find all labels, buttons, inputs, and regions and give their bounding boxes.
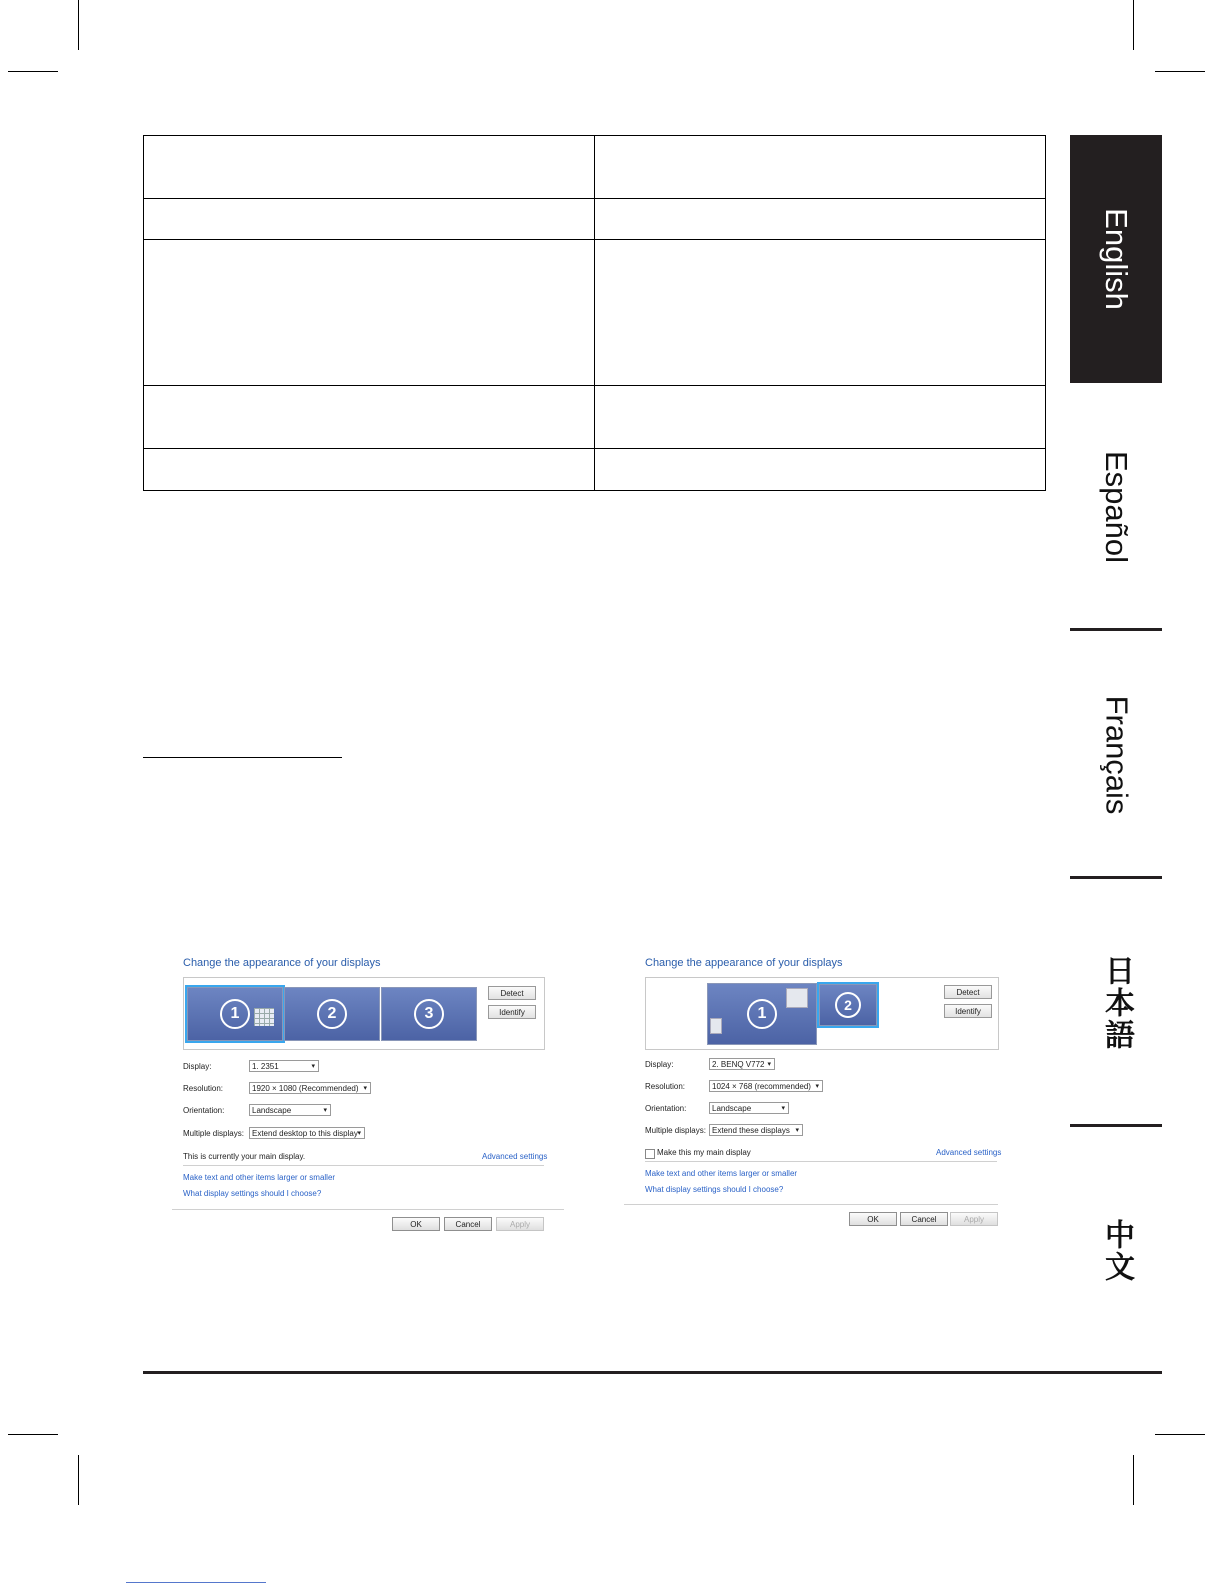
apply-button[interactable]: Apply xyxy=(496,1217,544,1231)
monitor-number: 2 xyxy=(317,999,347,1029)
orientation-select[interactable] xyxy=(709,1102,789,1114)
text-size-link[interactable]: Make text and other items larger or smaller xyxy=(183,1173,336,1182)
tab-label: 日本語 xyxy=(1100,955,1133,1051)
tab-label: Español xyxy=(1099,450,1134,564)
orientation-label: Orientation: xyxy=(645,1103,687,1113)
table-cell xyxy=(595,386,1046,449)
table-cell xyxy=(144,240,595,386)
display-row xyxy=(645,1057,775,1071)
apply-button[interactable]: Apply xyxy=(950,1212,998,1226)
display-select[interactable] xyxy=(709,1058,775,1070)
chevron-down-icon: ▾ xyxy=(795,1127,799,1134)
multiple-displays-value: Extend desktop to this display xyxy=(252,1128,358,1138)
table-cell xyxy=(595,240,1046,386)
display-select[interactable] xyxy=(249,1060,319,1072)
divider xyxy=(645,1161,997,1162)
crop-mark xyxy=(1133,1455,1134,1505)
chevron-down-icon: ▾ xyxy=(363,1085,367,1092)
resolution-value: 1024 × 768 (recommended) xyxy=(712,1081,811,1091)
chevron-down-icon: ▾ xyxy=(781,1105,785,1112)
multiple-displays-select[interactable] xyxy=(249,1127,365,1139)
orientation-select[interactable] xyxy=(249,1104,331,1116)
multiple-displays-row xyxy=(645,1123,803,1137)
panel-title: Change the appearance of your displays xyxy=(183,957,381,969)
advanced-settings-link[interactable]: Advanced settings xyxy=(936,1148,1002,1157)
main-display-checkbox[interactable] xyxy=(645,1149,655,1159)
detect-button[interactable]: Detect xyxy=(488,986,536,1000)
ok-button[interactable]: OK xyxy=(392,1217,440,1231)
resolution-label: Resolution: xyxy=(183,1083,224,1093)
table-cell xyxy=(595,199,1046,240)
display-label: Display: xyxy=(183,1061,212,1071)
tab-divider xyxy=(1070,876,1162,879)
identify-button[interactable]: Identify xyxy=(488,1005,536,1019)
resolution-label: Resolution: xyxy=(645,1081,686,1091)
panel-title: Change the appearance of your displays xyxy=(645,957,843,969)
display-row xyxy=(183,1059,319,1073)
divider xyxy=(183,1165,544,1166)
tab-label: 中文 xyxy=(1100,1219,1133,1283)
monitor-3[interactable] xyxy=(381,987,477,1041)
table-cell xyxy=(144,199,595,240)
main-display-checkbox-label: Make this my main display xyxy=(657,1148,751,1157)
table-cell xyxy=(595,136,1046,199)
tab-japanese[interactable] xyxy=(1070,879,1162,1127)
monitor-number: 1 xyxy=(220,999,250,1029)
crop-mark xyxy=(1133,0,1134,50)
crop-mark xyxy=(78,1455,79,1505)
orientation-value: Landscape xyxy=(712,1103,752,1113)
resolution-row xyxy=(183,1081,371,1095)
footer-rule xyxy=(143,1371,1162,1374)
display-value: 1. 2351 xyxy=(252,1061,279,1071)
section-heading-underline xyxy=(143,757,342,758)
monitor-number: 1 xyxy=(747,999,777,1029)
display-help-link[interactable]: What display settings should I choose? xyxy=(645,1185,784,1194)
monitor-preview xyxy=(183,977,545,1050)
monitor-number: 3 xyxy=(414,999,444,1029)
spec-table xyxy=(143,135,1046,491)
multiple-displays-label: Multiple displays: xyxy=(645,1125,706,1135)
display-help-link[interactable]: What display settings should I choose? xyxy=(183,1189,322,1198)
orientation-value: Landscape xyxy=(252,1105,292,1115)
multiple-displays-row xyxy=(183,1126,365,1140)
multiple-displays-value: Extend these displays xyxy=(712,1125,790,1135)
tab-divider xyxy=(1070,628,1162,631)
crop-mark xyxy=(1155,1434,1205,1435)
chevron-down-icon: ▾ xyxy=(767,1061,771,1068)
cancel-button[interactable]: Cancel xyxy=(900,1212,948,1226)
orientation-label: Orientation: xyxy=(183,1105,225,1115)
tab-english[interactable] xyxy=(1070,135,1162,383)
resolution-row xyxy=(645,1079,823,1093)
main-display-note: This is currently your main display. xyxy=(183,1152,306,1161)
window-thumbnail-icon xyxy=(710,1018,722,1034)
display-settings-panel-left xyxy=(172,957,567,1247)
resolution-select[interactable] xyxy=(249,1082,371,1094)
advanced-settings-link[interactable]: Advanced settings xyxy=(482,1152,548,1161)
window-thumbnail-icon xyxy=(786,988,808,1008)
tab-espanol[interactable] xyxy=(1070,383,1162,631)
monitor-number: 2 xyxy=(835,992,861,1018)
cancel-button[interactable]: Cancel xyxy=(444,1217,492,1231)
crop-mark xyxy=(78,0,79,50)
table-cell xyxy=(144,136,595,199)
table-cell xyxy=(144,386,595,449)
tab-label: Français xyxy=(1099,695,1134,815)
resolution-select[interactable] xyxy=(709,1080,823,1092)
footer-link-underline xyxy=(126,1582,266,1583)
display-value: 2. BENQ V772 xyxy=(712,1059,765,1069)
multiple-displays-label: Multiple displays: xyxy=(183,1128,244,1138)
orientation-row xyxy=(645,1101,789,1115)
ok-button[interactable]: OK xyxy=(849,1212,897,1226)
chevron-down-icon: ▾ xyxy=(323,1107,327,1114)
monitor-2[interactable] xyxy=(284,987,380,1041)
divider xyxy=(624,1204,998,1205)
tab-label: English xyxy=(1099,208,1134,310)
chevron-down-icon: ▾ xyxy=(311,1063,315,1070)
table-cell xyxy=(595,449,1046,491)
detect-button[interactable]: Detect xyxy=(944,985,992,999)
monitor-1[interactable] xyxy=(707,983,817,1045)
monitor-2[interactable] xyxy=(819,984,877,1026)
table-cell xyxy=(144,449,595,491)
tab-chinese[interactable] xyxy=(1070,1127,1162,1375)
crop-mark xyxy=(8,71,58,72)
tab-divider xyxy=(1070,1124,1162,1127)
text-size-link[interactable]: Make text and other items larger or smaller xyxy=(645,1169,798,1178)
identify-button[interactable]: Identify xyxy=(944,1004,992,1018)
taskbar-grid-icon xyxy=(254,1008,274,1026)
divider xyxy=(172,1209,564,1210)
orientation-row xyxy=(183,1103,331,1117)
tab-francais[interactable] xyxy=(1070,631,1162,879)
crop-mark xyxy=(1155,71,1205,72)
crop-mark xyxy=(8,1434,58,1435)
resolution-value: 1920 × 1080 (Recommended) xyxy=(252,1083,359,1093)
display-settings-panel-right xyxy=(634,957,1029,1247)
chevron-down-icon: ▾ xyxy=(357,1130,361,1137)
multiple-displays-select[interactable] xyxy=(709,1124,803,1136)
monitor-preview xyxy=(645,977,999,1050)
chevron-down-icon: ▾ xyxy=(815,1083,819,1090)
display-label: Display: xyxy=(645,1059,674,1069)
monitor-1[interactable] xyxy=(187,987,283,1041)
